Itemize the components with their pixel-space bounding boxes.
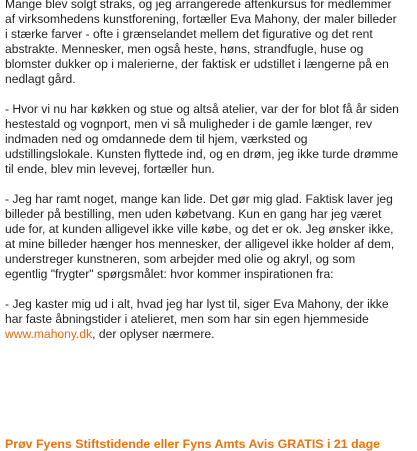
text-line: indmaden ned og omdannede dem til hjem, værksted og <box>5 132 308 146</box>
text-line: ude for, at kunden alligevel ikke ville købe, og det er ok. Jeg ønsker ikke, <box>5 222 394 236</box>
text-line: understreger kunstneren, som arbejder med olie og akryl, og som <box>5 252 356 266</box>
text-line: har faste åbningstider i atelieret, men som har sin egen hjemmeside <box>5 312 369 326</box>
text-line: Mange blev solgt straks, og jeg arrangerede aftenkursus for medlemmer <box>5 0 392 11</box>
text-line: - Hvor vi nu har køkken og stue og altså atelier, var der for blot få år siden <box>5 102 399 116</box>
article-body <box>5 0 417 357</box>
subscription-promo-link[interactable]: Prøv Fyens Stiftstidende eller Fyns Amts Avis GRATIS i 21 dage <box>5 437 381 451</box>
text-line: blomster dukker op i malerierne, der faktisk er udstillet i længerne på en <box>5 57 389 71</box>
text-line: at mine billeder hænger hos mennesker, der alligevel ikke holder af dem, <box>5 237 395 251</box>
text-line: udstillingslokale. Kunsten flyttede ind, og en drøm, jeg ikke turde drømme <box>5 147 399 161</box>
text-line: abstrakte. Mennesker, men også heste, høns, strandfugle, huse og <box>5 42 364 56</box>
article-paragraph-1 <box>5 0 417 87</box>
article-paragraph-3 <box>5 192 417 282</box>
article-paragraph-4 <box>5 297 417 342</box>
text-line: egentlig "frygter" spørgsmålet: hvor kommer inspirationen fra: <box>5 267 334 281</box>
text-line: hestestald og vognport, men vi så muligheder i de gamle længer, rev <box>5 117 373 131</box>
website-link[interactable]: www.mahony.dk <box>5 327 93 341</box>
article-paragraph-2 <box>5 102 417 177</box>
text-line: - Jeg har ramt noget, mange kan lide. Det gør mig glad. Faktisk laver jeg <box>5 192 393 206</box>
text-line: - Jeg kaster mig ud i alt, hvad jeg har lyst til, siger Eva Mahony, der ikke <box>5 297 389 311</box>
text-line: nedlagt gård. <box>5 72 76 86</box>
text-line: til ende, blev min levevej, fortæller hun. <box>5 162 215 176</box>
text-fragment: , der oplyser nærmere. <box>92 327 215 341</box>
text-line: billeder på bestilling, men uden købetvang. Kun en gang har jeg været <box>5 207 382 221</box>
text-line: i stærke farver - ofte i grænselandet mellem det figurative og det rent <box>5 27 373 41</box>
text-line: af virksomhedens kunstforening, fortæller Eva Mahony, der maler billeder <box>5 12 397 26</box>
text-line-with-link <box>5 327 417 342</box>
